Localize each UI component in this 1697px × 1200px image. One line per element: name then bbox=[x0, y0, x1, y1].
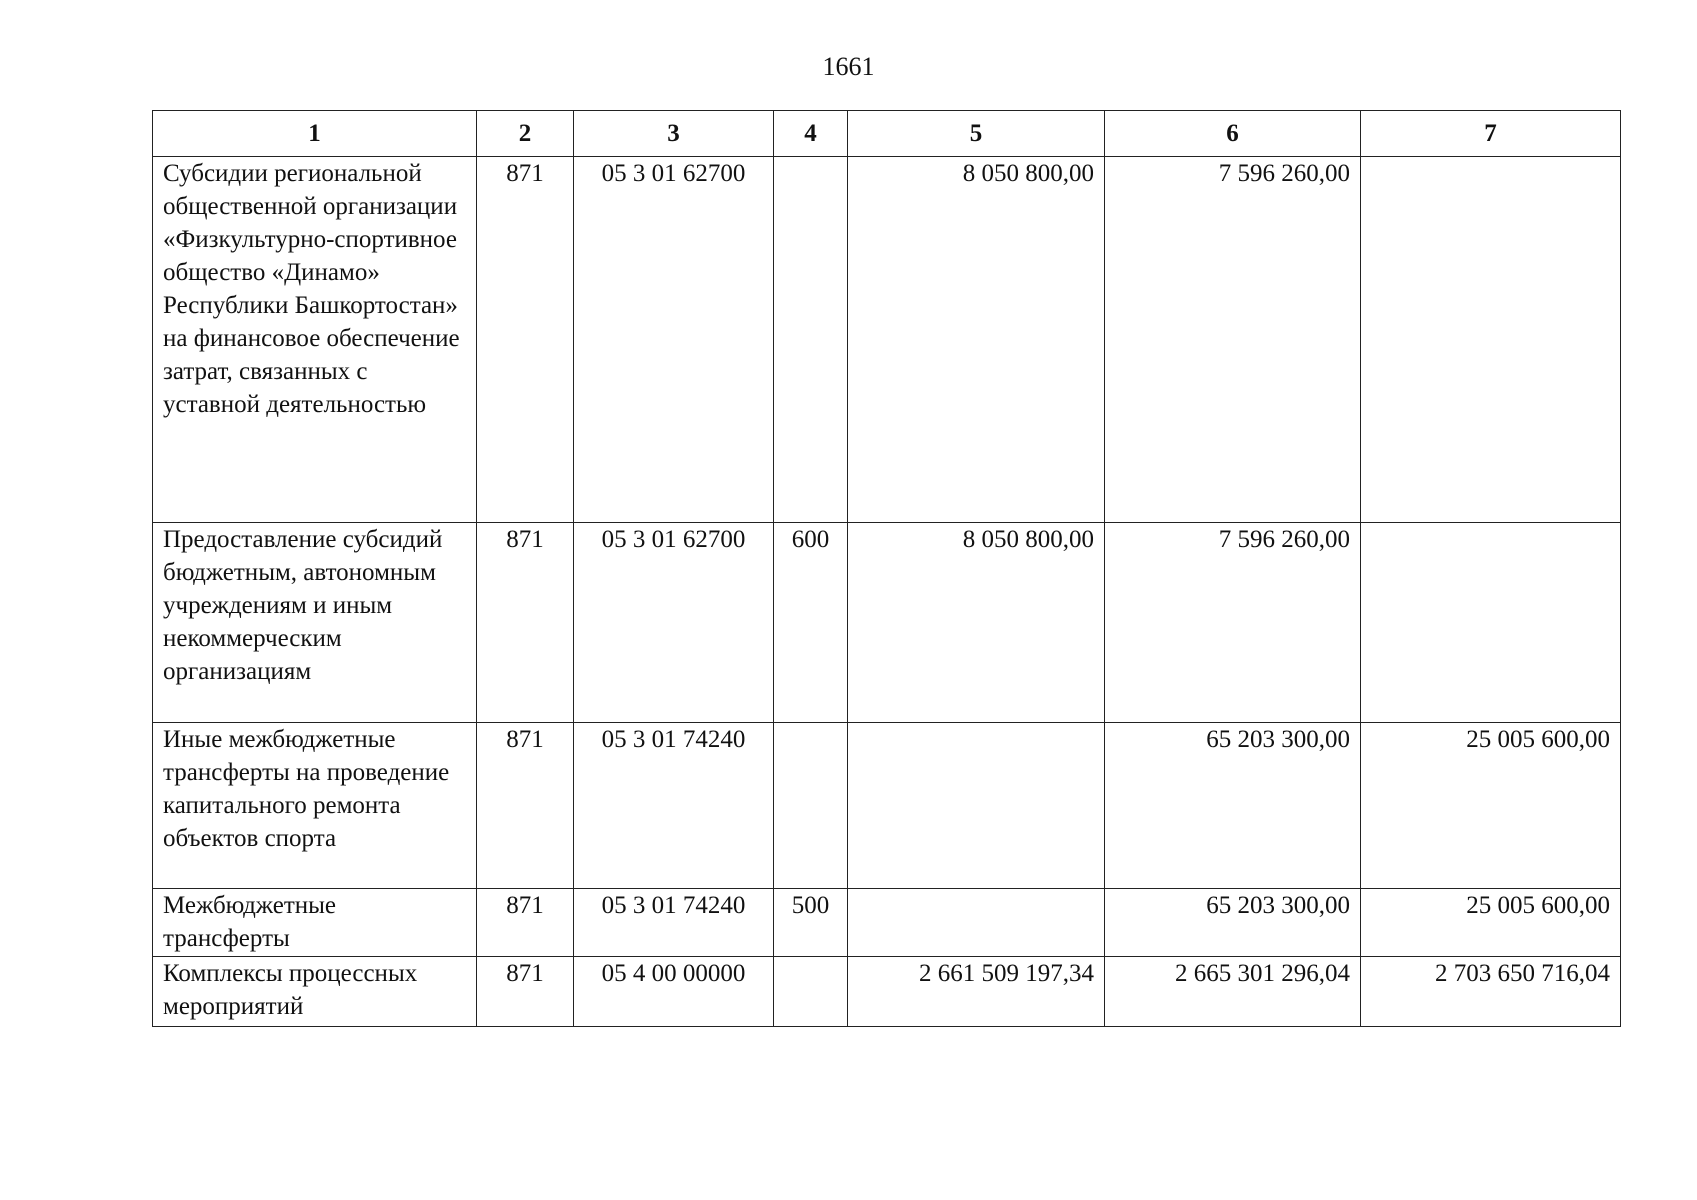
amount-cell: 7 596 260,00 bbox=[1105, 523, 1361, 723]
expense-type-cell: 600 bbox=[774, 523, 848, 723]
amount-cell: 2 703 650 716,04 bbox=[1361, 957, 1621, 1027]
column-header: 4 bbox=[774, 111, 848, 157]
row-name-cell: Иные межбюджетные трансферты на проведение капитального ремонта объектов спорта bbox=[153, 723, 477, 889]
row-name-cell: Субсидии региональной общественной организации «Физкультурно-спортивное общество «Динамо» Республики Башкортостан» на финансовое обеспечение затрат, связанных с уставной деятельностью bbox=[153, 157, 477, 523]
expense-type-cell: 500 bbox=[774, 889, 848, 957]
amount-cell bbox=[1361, 157, 1621, 523]
expense-type-cell bbox=[774, 957, 848, 1027]
column-header: 2 bbox=[477, 111, 574, 157]
amount-cell bbox=[1361, 523, 1621, 723]
table-row bbox=[153, 957, 1621, 1027]
amount-cell bbox=[848, 889, 1105, 957]
table-row bbox=[153, 723, 1621, 889]
row-name-cell: Межбюджетные трансферты bbox=[153, 889, 477, 957]
budget-table bbox=[152, 110, 1621, 1027]
target-code-cell: 05 3 01 62700 bbox=[574, 157, 774, 523]
amount-cell: 8 050 800,00 bbox=[848, 523, 1105, 723]
admin-code-cell: 871 bbox=[477, 889, 574, 957]
amount-cell: 65 203 300,00 bbox=[1105, 723, 1361, 889]
amount-cell: 2 661 509 197,34 bbox=[848, 957, 1105, 1027]
target-code-cell: 05 3 01 74240 bbox=[574, 723, 774, 889]
admin-code-cell: 871 bbox=[477, 523, 574, 723]
column-header: 6 bbox=[1105, 111, 1361, 157]
admin-code-cell: 871 bbox=[477, 723, 574, 889]
table-row bbox=[153, 523, 1621, 723]
expense-type-cell bbox=[774, 723, 848, 889]
header-row bbox=[153, 111, 1621, 157]
amount-cell: 25 005 600,00 bbox=[1361, 723, 1621, 889]
row-name-cell: Комплексы процессных мероприятий bbox=[153, 957, 477, 1027]
column-header: 1 bbox=[153, 111, 477, 157]
target-code-cell: 05 4 00 00000 bbox=[574, 957, 774, 1027]
page-number: 1661 bbox=[822, 52, 875, 81]
admin-code-cell: 871 bbox=[477, 157, 574, 523]
column-header: 7 bbox=[1361, 111, 1621, 157]
amount-cell bbox=[848, 723, 1105, 889]
target-code-cell: 05 3 01 74240 bbox=[574, 889, 774, 957]
table-row bbox=[153, 157, 1621, 523]
amount-cell: 7 596 260,00 bbox=[1105, 157, 1361, 523]
column-header: 5 bbox=[848, 111, 1105, 157]
amount-cell: 8 050 800,00 bbox=[848, 157, 1105, 523]
admin-code-cell: 871 bbox=[477, 957, 574, 1027]
target-code-cell: 05 3 01 62700 bbox=[574, 523, 774, 723]
amount-cell: 65 203 300,00 bbox=[1105, 889, 1361, 957]
row-name-cell: Предоставление субсидий бюджетным, автономным учреждениям и иным некоммерческим организациям bbox=[153, 523, 477, 723]
expense-type-cell bbox=[774, 157, 848, 523]
amount-cell: 25 005 600,00 bbox=[1361, 889, 1621, 957]
column-header: 3 bbox=[574, 111, 774, 157]
amount-cell: 2 665 301 296,04 bbox=[1105, 957, 1361, 1027]
table-row bbox=[153, 889, 1621, 957]
